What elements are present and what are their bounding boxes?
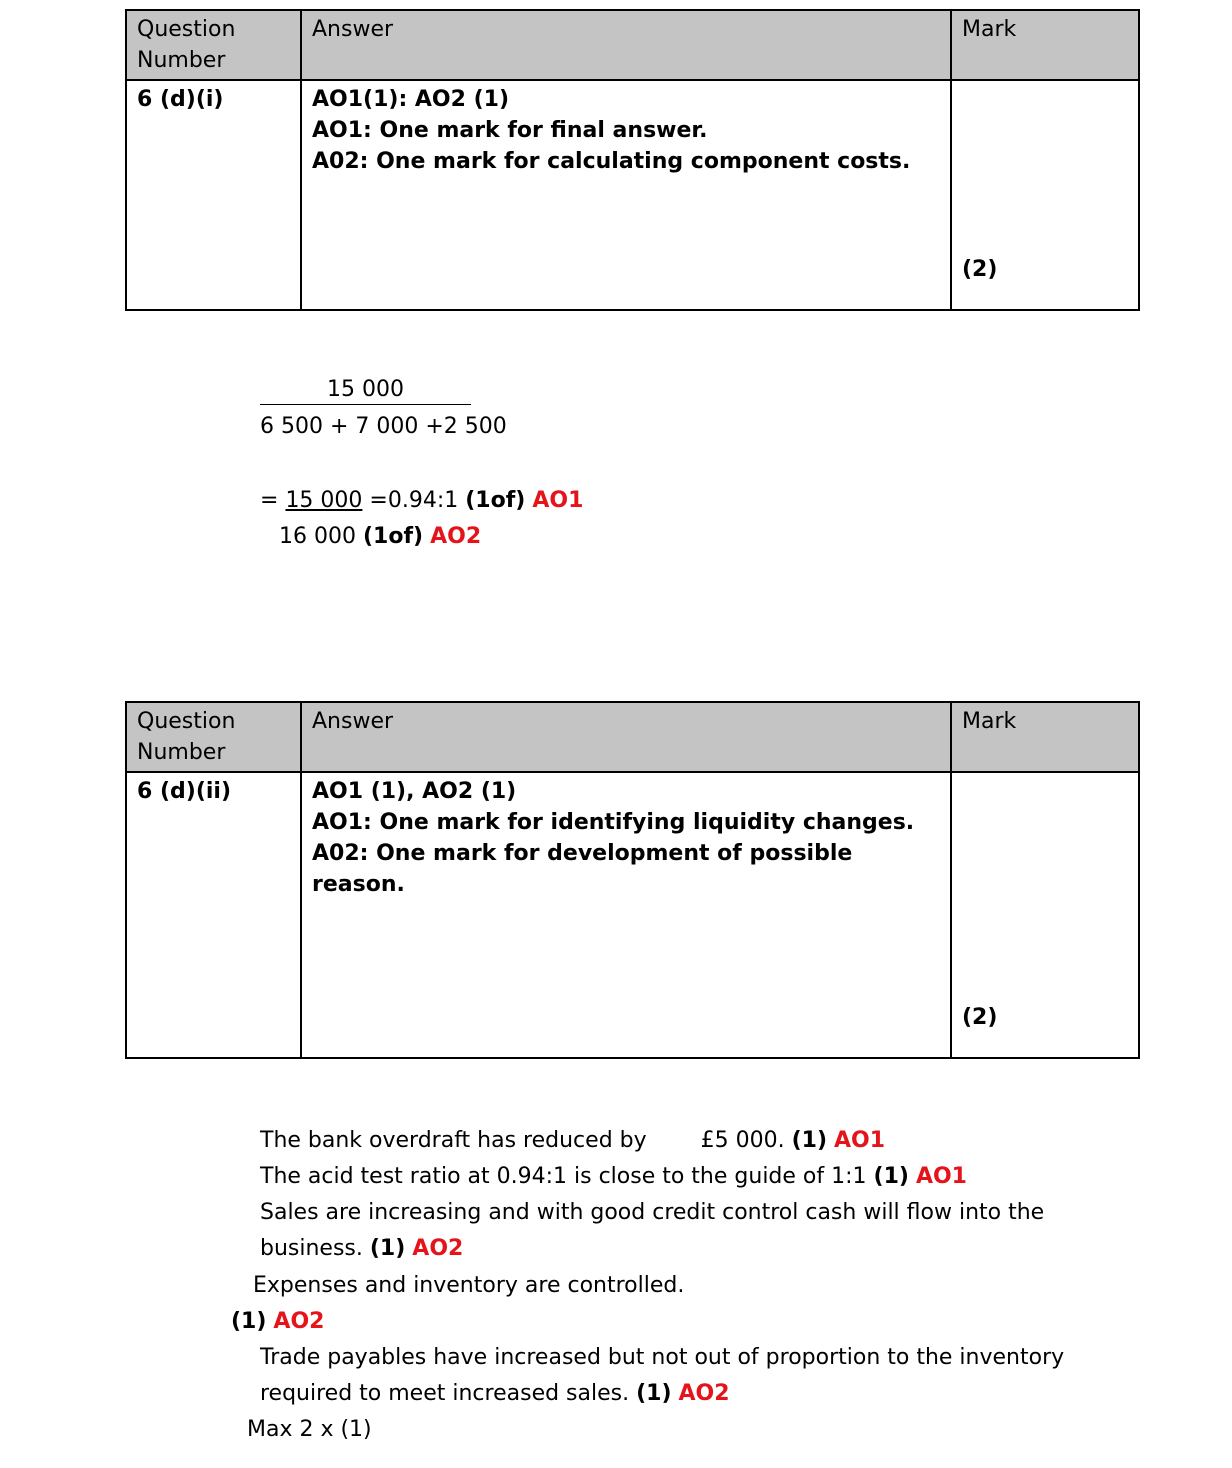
award-mark: (1) <box>369 1236 406 1261</box>
question-number: 6 (d)(ii) <box>126 772 301 1058</box>
working-line-overdraft <box>260 1126 885 1156</box>
working-line-sales: Sales are increasing and with good credit control cash will flow into the <box>260 1200 1045 1225</box>
answer-cell <box>301 772 951 1058</box>
table-row <box>126 772 1139 1058</box>
answer-line: AO1 (1), AO2 (1) <box>312 779 517 804</box>
assessment-objective: AO2 <box>412 1236 464 1261</box>
answer-line: A02: One mark for development of possible <box>312 841 853 866</box>
mark-cell <box>951 80 1139 310</box>
award-mark: (1of) <box>362 524 424 549</box>
working-text: business. <box>260 1236 370 1261</box>
assessment-objective: AO2 <box>273 1309 325 1334</box>
assessment-objective: AO2 <box>678 1381 730 1406</box>
amount: £5 000. <box>700 1128 792 1153</box>
ratio-denominator-line <box>279 522 481 552</box>
answer-line: AO1: One mark for identifying liquidity changes. <box>312 810 915 835</box>
mark-value: (2) <box>962 1005 998 1030</box>
assessment-objective: AO2 <box>430 524 482 549</box>
answer-line: AO1: One mark for final answer. <box>312 118 708 143</box>
assessment-objective: AO1 <box>915 1164 967 1189</box>
fraction-denominator: 6 500 + 7 000 +2 500 <box>260 414 507 439</box>
table-header-row <box>126 10 1139 80</box>
answer-line: AO1(1): AO2 (1) <box>312 87 510 112</box>
eq-result: =0.94:1 <box>362 488 466 513</box>
mark-scheme-table-6di <box>125 9 1140 311</box>
table-header-row <box>126 702 1139 772</box>
working-text: The bank overdraft has reduced by <box>260 1128 647 1153</box>
answer-cell <box>301 80 951 310</box>
fraction-numerator: 15 000 <box>260 376 471 405</box>
ratio-equation <box>260 486 583 516</box>
assessment-objective: AO1 <box>532 488 584 513</box>
mark-scheme-table-6dii <box>125 701 1140 1059</box>
working-line-business <box>260 1234 463 1264</box>
answer-line: reason. <box>312 872 405 897</box>
working-text: required to meet increased sales. <box>260 1381 637 1406</box>
max-marks-note: Max 2 x (1) <box>247 1417 372 1442</box>
award-mark: (1of) <box>465 488 526 513</box>
working-line-award <box>231 1307 324 1337</box>
eq-numerator: 15 000 <box>285 488 363 513</box>
eq-prefix: = <box>260 488 286 513</box>
table-row <box>126 80 1139 310</box>
award-mark: (1) <box>873 1164 909 1189</box>
award-mark: (1) <box>231 1309 267 1334</box>
mark-header: Mark <box>951 702 1139 772</box>
mark-header: Mark <box>951 10 1139 80</box>
working-line-expenses: Expenses and inventory are controlled. <box>253 1273 685 1298</box>
mark-value: (2) <box>962 257 998 282</box>
eq-denominator: 16 000 <box>279 524 363 549</box>
question-number-header: Question Number <box>126 10 301 80</box>
award-mark: (1) <box>636 1381 672 1406</box>
question-number: 6 (d)(i) <box>126 80 301 310</box>
working-text: The acid test ratio at 0.94:1 is close to the guide of 1:1 <box>260 1164 874 1189</box>
working-line-required <box>260 1379 730 1409</box>
answer-header: Answer <box>301 702 951 772</box>
award-mark: (1) <box>791 1128 828 1153</box>
answer-line: A02: One mark for calculating component costs. <box>312 149 911 174</box>
working-line-acid-test <box>260 1162 967 1192</box>
assessment-objective: AO1 <box>834 1128 886 1153</box>
answer-header: Answer <box>301 10 951 80</box>
question-number-header: Question Number <box>126 702 301 772</box>
mark-cell <box>951 772 1139 1058</box>
working-line-payables: Trade payables have increased but not out of proportion to the inventory <box>260 1345 1065 1370</box>
